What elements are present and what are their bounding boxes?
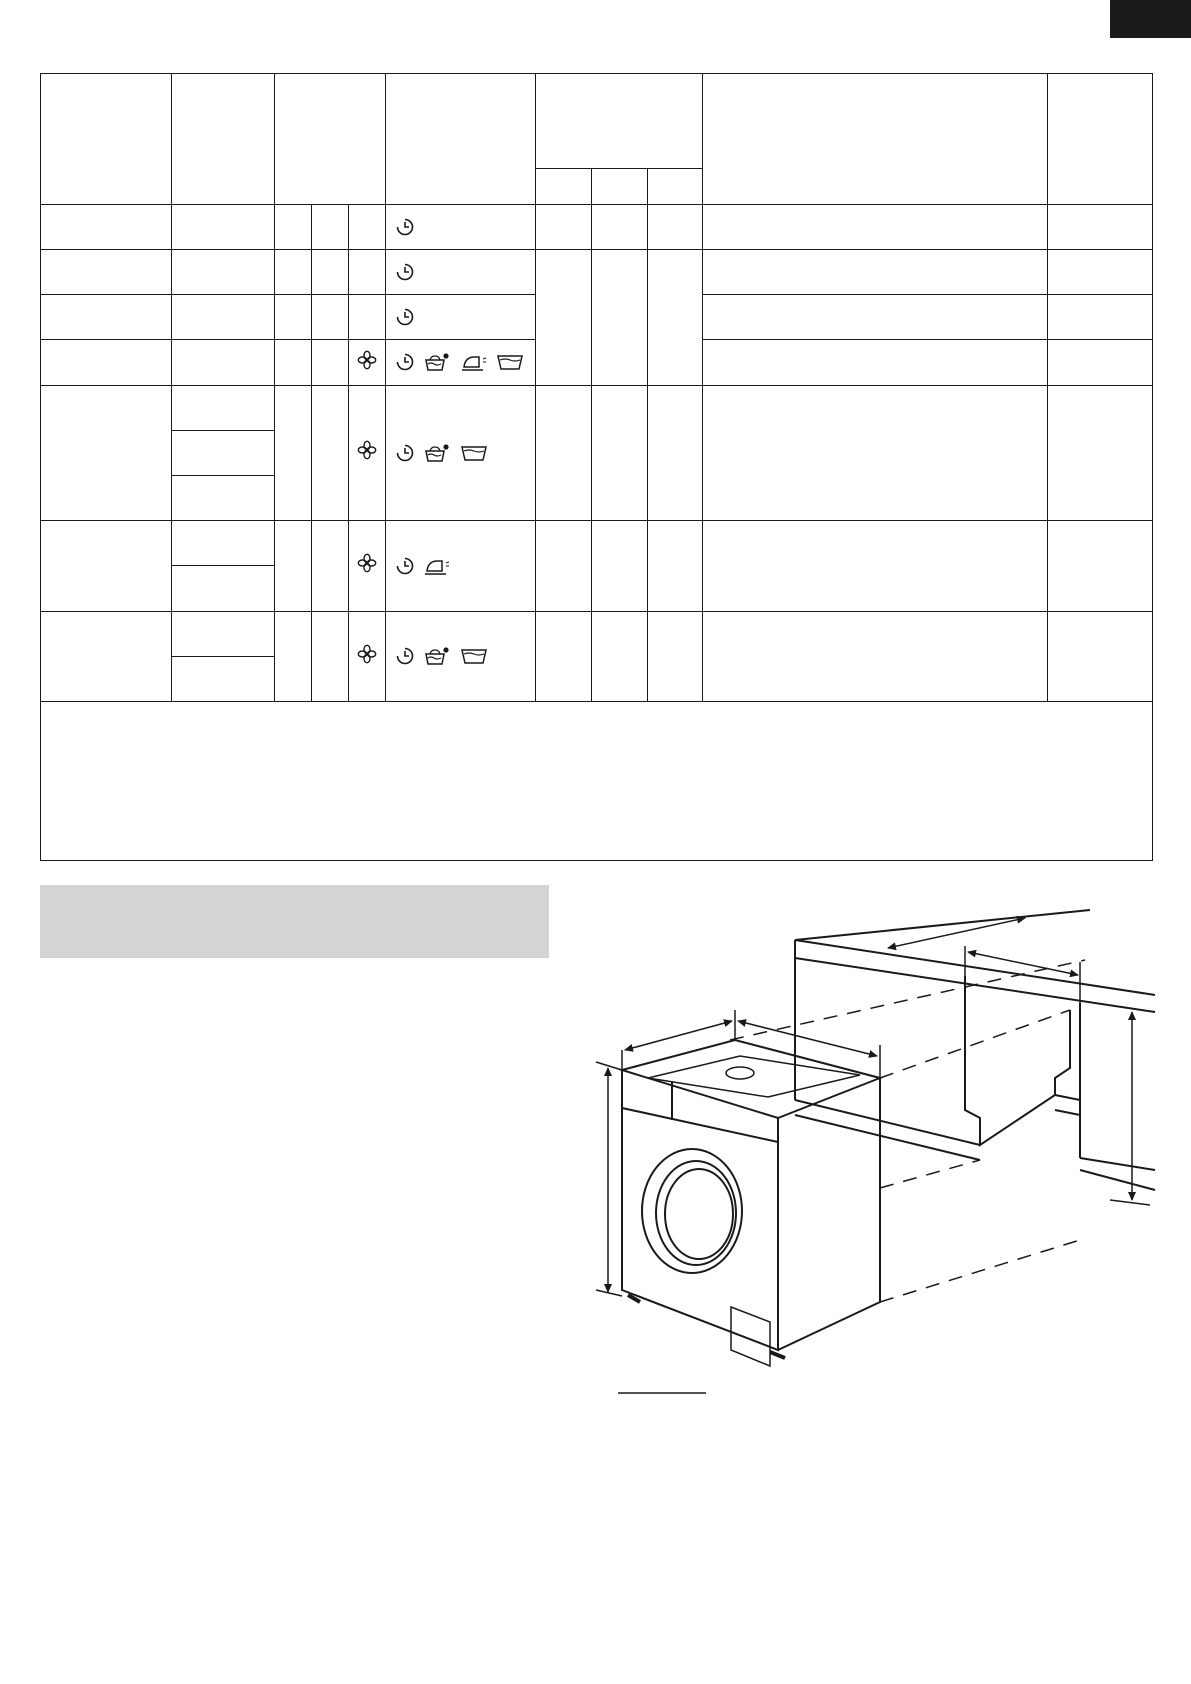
merged-cell — [312, 385, 349, 521]
fan-cell — [349, 385, 386, 521]
subheader-cell — [536, 169, 592, 204]
timer-icon — [396, 353, 414, 371]
timer-icon — [396, 557, 414, 575]
symbol-cell — [386, 340, 536, 385]
header-cell — [275, 74, 386, 205]
header-cell — [172, 74, 275, 205]
timer-icon — [396, 263, 414, 281]
merged-cell — [703, 385, 1048, 521]
merged-cell — [275, 611, 312, 701]
iron-icon — [461, 353, 487, 371]
symbol-cell — [386, 611, 536, 701]
symbol-cell — [386, 385, 536, 521]
timer-icon — [396, 647, 414, 665]
merged-cell — [648, 611, 703, 701]
prewash-icon — [424, 443, 450, 463]
countertop — [795, 910, 1155, 1100]
table-row — [41, 521, 1153, 566]
merged-cell — [592, 521, 648, 611]
merged-cell — [312, 611, 349, 701]
section-header-band — [40, 885, 549, 958]
merged-cell — [648, 385, 703, 521]
merged-cell — [592, 611, 648, 701]
washing-machine — [622, 1040, 880, 1366]
header-cell — [386, 74, 536, 205]
merged-cell — [703, 521, 1048, 611]
fan-icon — [357, 440, 377, 460]
merged-cell — [275, 385, 312, 521]
page-corner-tab — [1110, 0, 1191, 38]
timer-icon — [396, 444, 414, 462]
table-row — [41, 204, 1153, 249]
merged-cell — [648, 521, 703, 611]
fan-cell — [349, 340, 386, 385]
fan-cell — [349, 521, 386, 611]
notes-cell — [41, 702, 1153, 861]
merged-cell — [41, 611, 172, 701]
symbol-cell — [386, 249, 536, 294]
table-row — [41, 611, 1153, 656]
table-row — [41, 249, 1153, 294]
fan-icon — [357, 350, 377, 370]
tub-icon — [461, 444, 487, 462]
programme-table — [40, 73, 1153, 861]
fan-cell — [349, 611, 386, 701]
table-header-row — [41, 74, 1153, 169]
merged-cell — [648, 249, 703, 385]
merged-cell — [592, 249, 648, 385]
header-cell — [703, 74, 1048, 205]
symbol-cell — [386, 295, 536, 340]
cabinet — [795, 976, 1155, 1190]
fan-icon — [357, 553, 377, 573]
tub-icon — [497, 353, 523, 371]
fan-icon — [357, 644, 377, 664]
merged-cell — [312, 521, 349, 611]
tub-icon — [461, 647, 487, 665]
header-cell — [41, 74, 172, 205]
symbol-cell — [386, 521, 536, 611]
merged-cell — [1048, 385, 1153, 521]
merged-cell — [536, 521, 592, 611]
merged-cell — [41, 521, 172, 611]
header-cell — [1048, 74, 1153, 205]
symbol-cell — [386, 204, 536, 249]
timer-icon — [396, 308, 414, 326]
installation-diagram — [560, 880, 1160, 1400]
timer-icon — [396, 218, 414, 236]
table-row — [41, 385, 1153, 430]
prewash-icon — [424, 352, 450, 372]
merged-cell — [275, 521, 312, 611]
subheader-cell — [648, 169, 703, 204]
merged-cell — [536, 611, 592, 701]
merged-cell — [536, 385, 592, 521]
subheader-cell — [592, 169, 648, 204]
dimension-lines — [596, 918, 1150, 1393]
merged-cell — [1048, 611, 1153, 701]
prewash-icon — [424, 646, 450, 666]
merged-cell — [703, 611, 1048, 701]
iron-icon — [424, 557, 450, 575]
merged-cell — [41, 385, 172, 521]
merged-cell — [592, 385, 648, 521]
guide-lines — [730, 960, 1085, 1302]
merged-cell — [536, 249, 592, 385]
header-cell — [536, 74, 703, 169]
merged-cell — [1048, 521, 1153, 611]
table-notes-row — [41, 702, 1153, 861]
